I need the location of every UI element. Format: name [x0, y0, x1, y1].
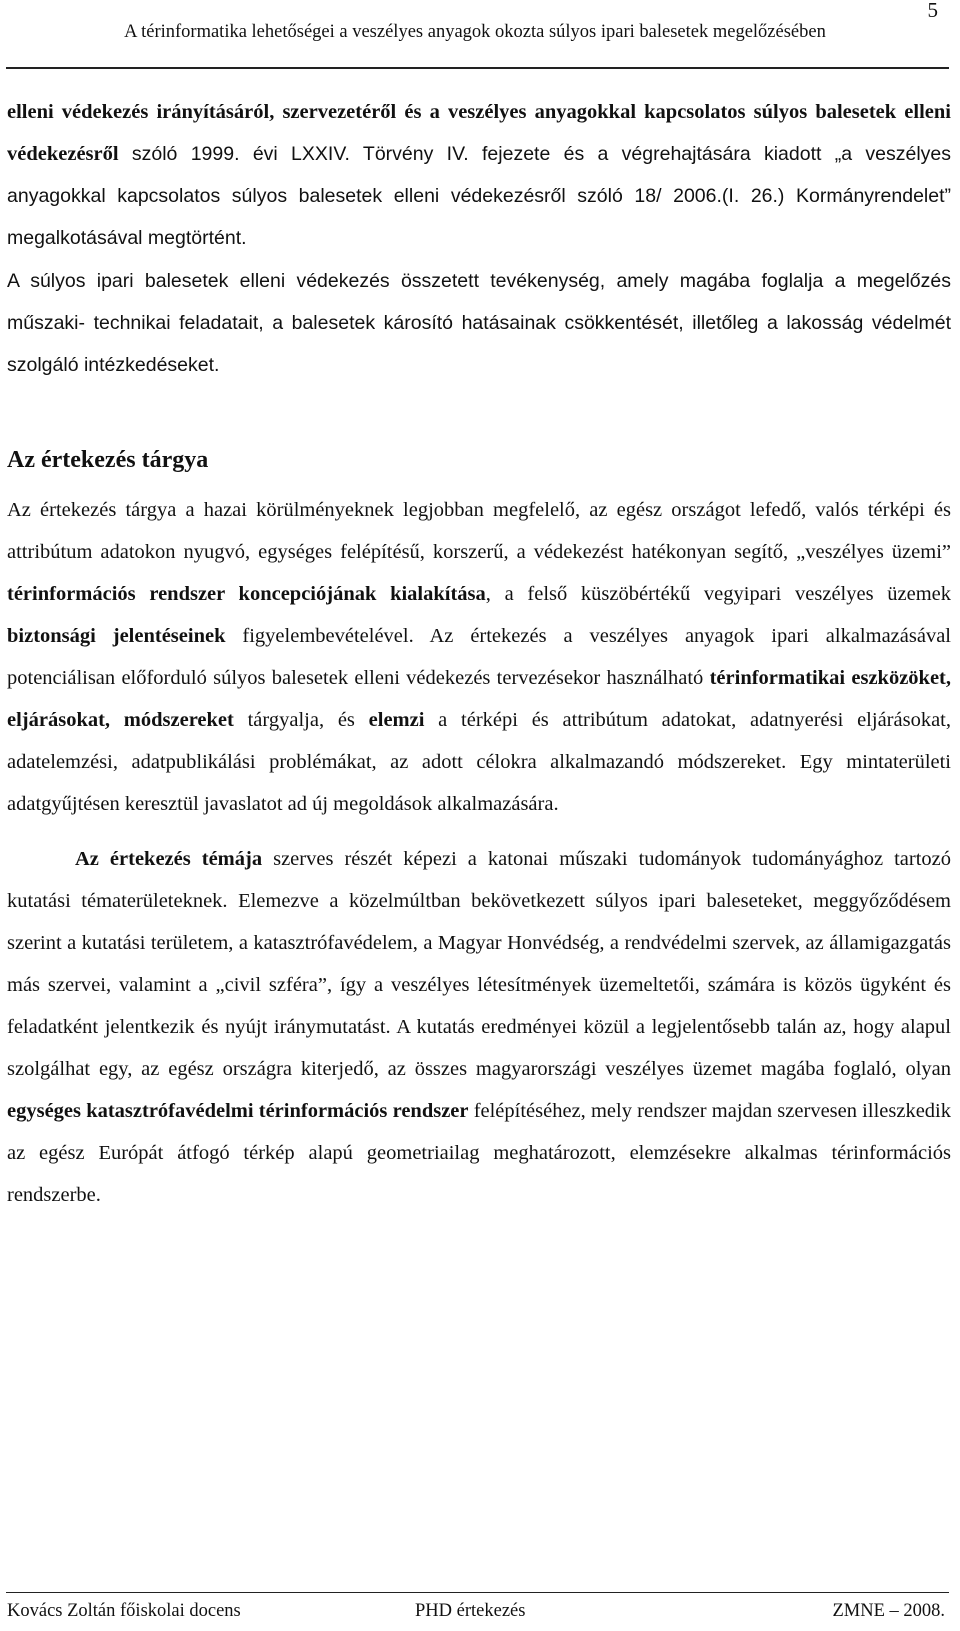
- footer-doc-type: PHD értekezés: [415, 1601, 526, 1621]
- footer-rule: [6, 1592, 949, 1593]
- page-number: 5: [927, 0, 938, 22]
- bold-run: Az értekezés témája: [75, 848, 263, 870]
- bold-run: elemzi: [368, 709, 425, 731]
- bold-run: egységes katasztrófavédelmi térinformációs rendszer: [7, 1100, 469, 1122]
- section-heading: Az értekezés tárgya: [7, 447, 209, 473]
- text-run: Az értekezés tárgya a hazai körülményeknek legjobban megfelelő, az egész országot lefedő, valós térképi és attribútum adatokon nyugvó, egységes felépítésű, korszerű, a védekezést hatékonyan segítő, „veszélyes üzemi”: [7, 499, 951, 563]
- text-run: szerves részét képezi a katonai műszaki tudományok tudományághoz tartozó kutatási tématerületeknek. Elemezve a közelmúltban bekövetkezett súlyos ipari baleseteket, meggyőződésem szerint a kutatási területem, a katasztrófavédelem, a Magyar Honvédség, a rendvédelmi szervek, az államigazgatás más szervei, valamint a „civil szféra”, így a veszélyes létesítmények üzemeltetői, számára is közös ügyként és feladatként jelentkezik és nyújt iránymutatást. A kutatás eredményei közül a legjelentősebb talán az, hogy alapul szolgálhat egy, az egész országra kiterjedő, az összes magyarországi veszélyes üzemet magába foglaló, olyan: [7, 848, 951, 1080]
- bold-law-title: elleni védekezés irányításáról, szervezetéről és a veszélyes anyagokkal kapcsolatos súlyos balesetek elleni védekezésről: [7, 101, 951, 165]
- footer-institution: ZMNE – 2008.: [832, 1601, 945, 1621]
- text-run: a térképi és attribútum adatokat, adatnyerési eljárásokat, adatelemzési, adatpublikálási problémákat, az adott célokra alkalmazandó módszereket. Egy mintaterületi adatgyűjtésen keresztül javaslatot ad új megoldások alkalmazására.: [7, 709, 951, 815]
- bold-run: térinformációs rendszer koncepciójának kialakítása: [7, 583, 486, 605]
- paragraph-legal-background: [7, 91, 951, 259]
- bold-run: térinformatikai eszközöket, eljárásokat, módszereket: [7, 667, 951, 731]
- paragraph-theme: [7, 838, 951, 1216]
- text-run: figyelembevételével. Az értekezés a veszélyes anyagok ipari alkalmazásával potenciálisan előforduló súlyos balesetek elleni védekezés tervezésekor használható: [7, 625, 951, 689]
- page-content: [7, 91, 951, 1216]
- paragraph-subject: [7, 489, 951, 825]
- header-rule: [6, 67, 949, 69]
- bold-run: biztonsági jelentéseinek: [7, 625, 226, 647]
- text-run: , a felső küszöbértékű vegyipari veszélyes üzemek: [485, 583, 952, 605]
- law-reference-text: szóló 1999. évi LXXIV. Törvény IV. fejezete és a végrehajtására kiadott „a veszélyes anyagokkal kapcsolatos súlyos balesetek elleni védekezésről szóló 18/ 2006.(I. 26.) Kormányrendelet” megalkotásával megtörtént.: [7, 143, 951, 249]
- text-run: tárgyalja, és: [233, 709, 369, 731]
- running-header: A térinformatika lehetőségei a veszélyes anyagok okozta súlyos ipari balesetek megelőzésében: [124, 22, 826, 42]
- paragraph-definition: A súlyos ipari balesetek elleni védekezés összetett tevékenység, amely magába foglalja a megelőzés műszaki- technikai feladatait, a balesetek károsító hatásainak csökkentését, illetőleg a lakosság védelmét szolgáló intézkedéseket.: [7, 270, 951, 376]
- footer-author: Kovács Zoltán főiskolai docens: [7, 1601, 241, 1621]
- text-run: felépítéséhez, mely rendszer majdan szervesen illeszkedik az egész Európát átfogó térkép alapú geometriailag meghatározott, elemzésekre alkalmas térinformációs rendszerbe.: [7, 1100, 951, 1206]
